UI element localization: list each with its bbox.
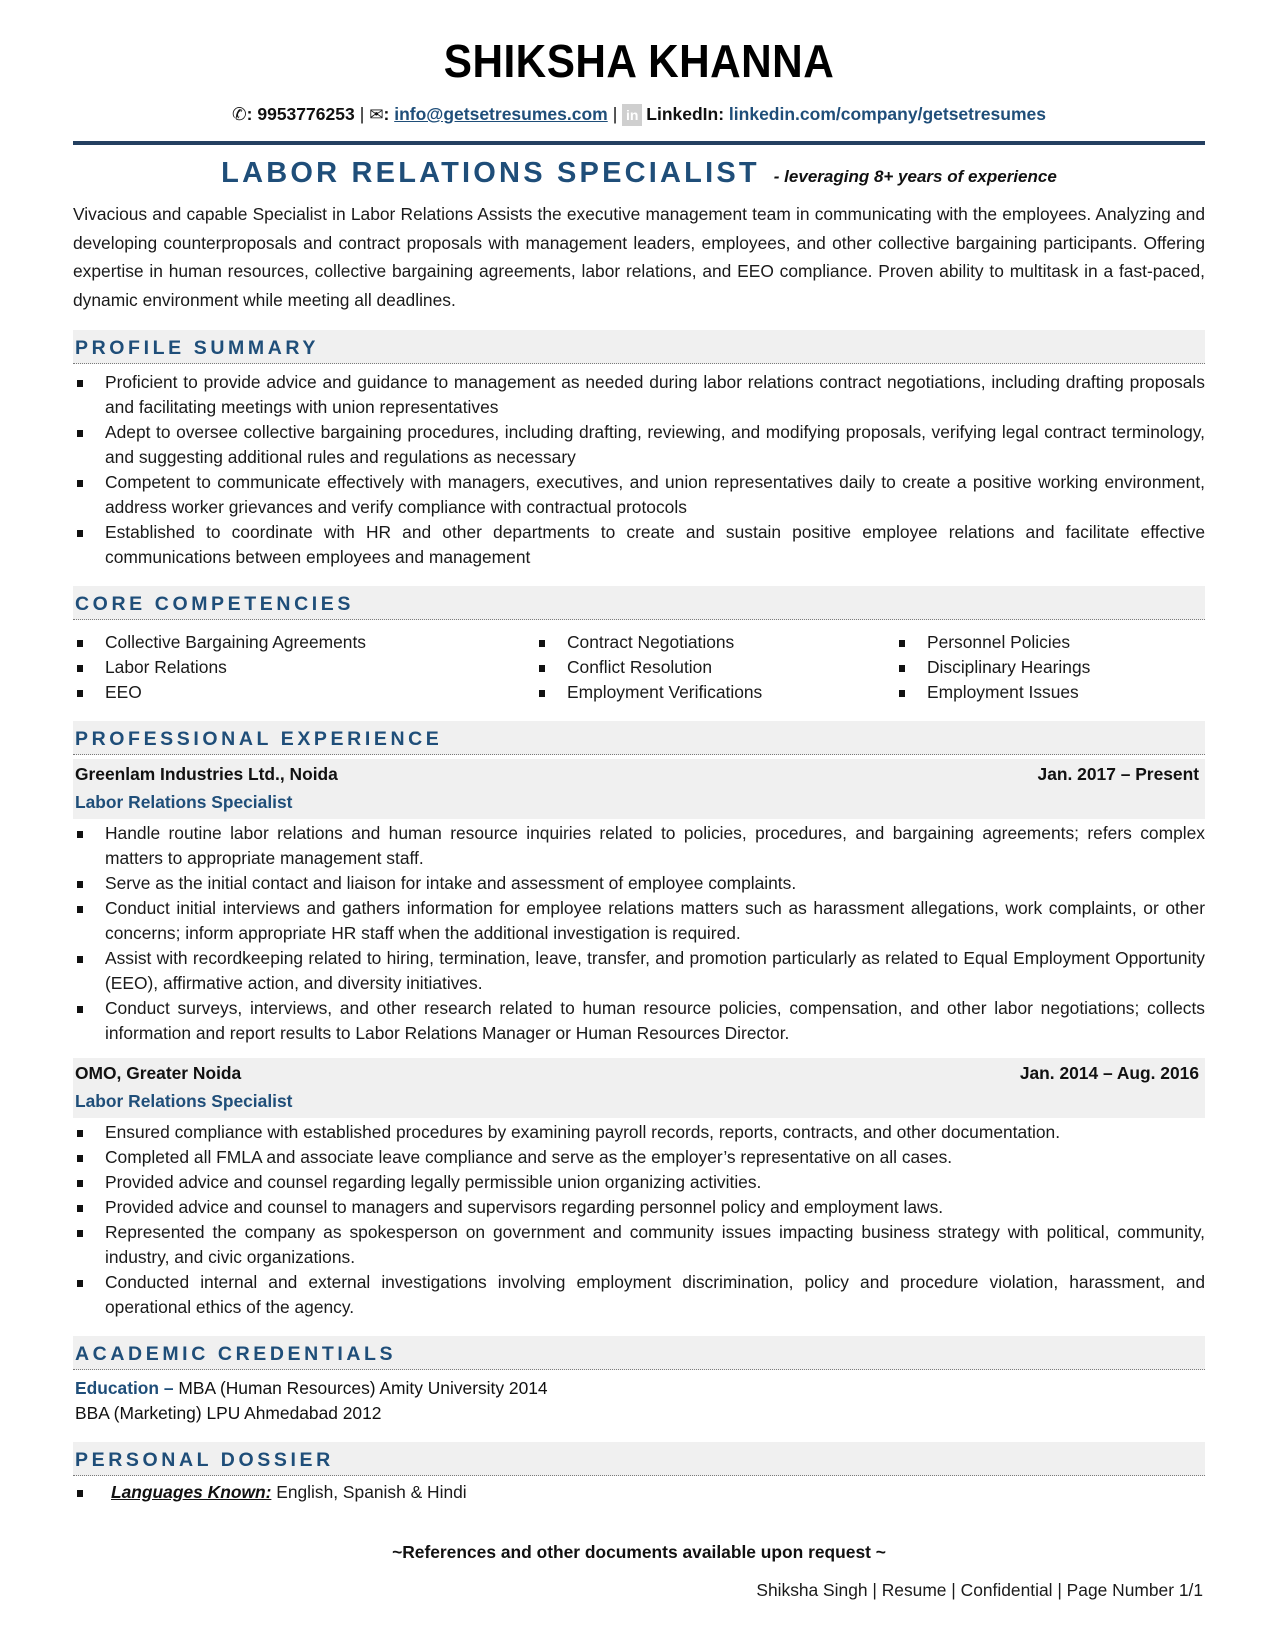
languages-value: English, Spanish & Hindi (271, 1482, 467, 1502)
personal-dossier-list (73, 1480, 1205, 1505)
competency-item (895, 680, 1205, 705)
list-item-text: Competent to communicate effectively with managers, executives, and union representatives daily to create a positive working environment, address worker grievances and verify compliance with contractual protocols (105, 472, 1205, 517)
education-mba: MBA (Human Resources) Amity University 2014 (173, 1378, 548, 1398)
list-item-text: Serve as the initial contact and liaison for intake and assessment of employee complaints. (105, 873, 797, 893)
separator: | (359, 104, 365, 124)
bullet-icon (77, 380, 83, 387)
competency-item (73, 680, 535, 705)
list-item (73, 1145, 1205, 1170)
bullet-icon (77, 480, 83, 487)
list-item (73, 1220, 1205, 1270)
envelope-icon: ✉ (369, 105, 384, 124)
list-item-text: Proficient to provide advice and guidance to management as needed during labor relations contract negotiations, including drafting proposals and facilitating meetings with union representatives (105, 372, 1205, 417)
section-heading-personal-dossier: PERSONAL DOSSIER (73, 1442, 1205, 1476)
separator: | (612, 104, 618, 124)
bullet-icon (77, 665, 83, 672)
list-item (73, 871, 1205, 896)
competency-text: Employment Issues (927, 682, 1079, 702)
job-role: Labor Relations Specialist (75, 792, 293, 812)
bullet-icon (539, 640, 545, 647)
list-item (73, 370, 1205, 420)
bullet-icon (77, 1205, 83, 1212)
bullet-icon (539, 665, 545, 672)
bullet-icon (77, 640, 83, 647)
headline (73, 155, 1205, 196)
list-item (73, 1170, 1205, 1195)
contact-line (73, 102, 1205, 127)
bullet-icon (77, 1006, 83, 1013)
list-item-text: Adept to oversee collective bargaining procedures, including drafting, reviewing, and modifying proposals, verifying legal contract terminology, and suggesting additional rules and regulations as necessary (105, 422, 1205, 467)
section-heading-academic-credentials: ACADEMIC CREDENTIALS (73, 1336, 1205, 1370)
job-company-row (75, 761, 1203, 787)
page-footer: Shiksha Singh | Resume | Confidential | Page Number 1/1 (756, 1580, 1203, 1600)
competency-text: Disciplinary Hearings (927, 657, 1091, 677)
bullet-icon (77, 1180, 83, 1187)
competency-item (535, 680, 895, 705)
job-role: Labor Relations Specialist (75, 1091, 293, 1111)
list-item-text: Conducted internal and external investigations involving employment discrimination, policy and procedure violation, harassment, and operational ethics of the agency. (105, 1272, 1205, 1317)
bullet-icon (77, 1155, 83, 1162)
header-divider (73, 141, 1205, 145)
bullet-icon (77, 530, 83, 537)
competency-text: Employment Verifications (567, 682, 763, 702)
job-responsibilities (73, 821, 1205, 1046)
bullet-icon (899, 665, 905, 672)
email-prefix: : (383, 104, 390, 124)
job-responsibilities (73, 1120, 1205, 1320)
list-item-text: Provided advice and counsel regarding legally permissible union organizing activities. (105, 1172, 762, 1192)
list-item (73, 470, 1205, 520)
list-item (73, 420, 1205, 470)
list-item-text: Handle routine labor relations and human resource inquiries related to policies, procedures, and bargaining agreements; refers complex matters to appropriate management staff. (105, 823, 1205, 868)
section-heading-professional-experience: PROFESSIONAL EXPERIENCE (73, 721, 1205, 755)
competency-item (73, 630, 535, 655)
list-item (73, 1270, 1205, 1320)
competency-text: Contract Negotiations (567, 632, 735, 652)
bullet-icon (77, 906, 83, 913)
list-item-text: Assist with recordkeeping related to hiring, termination, leave, transfer, and promotion particularly as related to Equal Employment Opportunity (EEO), affirmative action, and diversity initiatives. (105, 948, 1205, 993)
bullet-icon (77, 881, 83, 888)
bullet-icon (77, 831, 83, 838)
competency-item (535, 630, 895, 655)
list-item (73, 896, 1205, 946)
competency-text: Collective Bargaining Agreements (105, 632, 367, 652)
bullet-icon (77, 1130, 83, 1137)
competency-text: EEO (105, 682, 142, 702)
profile-summary-list (73, 370, 1205, 570)
list-item (73, 996, 1205, 1046)
resume-page (73, 0, 1205, 1603)
section-heading-profile-summary: PROFILE SUMMARY (73, 330, 1205, 364)
company-name: OMO, Greater Noida (75, 1063, 242, 1083)
competency-text: Labor Relations (105, 657, 227, 677)
linkedin-label: LinkedIn: (646, 104, 725, 124)
section-heading-core-competencies: CORE COMPETENCIES (73, 586, 1205, 620)
job-dates: Jan. 2017 – Present (1037, 764, 1199, 784)
company-name: Greenlam Industries Ltd., Noida (75, 764, 338, 784)
list-item-text: Provided advice and counsel to managers and supervisors regarding personnel policy and employment laws. (105, 1197, 944, 1217)
education-line-1 (75, 1376, 1205, 1401)
job-header (73, 1058, 1205, 1118)
competency-item (895, 655, 1205, 680)
email-link[interactable]: info@getsetresumes.com (394, 104, 608, 124)
list-item (73, 520, 1205, 570)
list-item-text: Conduct initial interviews and gathers information for employee relations matters such as harassment allegations, work complaints, or other concerns; inform appropriate HR staff when the additional investigation is required. (105, 898, 1205, 943)
bullet-icon (77, 690, 83, 697)
education-block (73, 1376, 1205, 1426)
phone-icon: ✆ (232, 104, 247, 124)
competencies-grid (73, 630, 1205, 705)
bullet-icon (899, 640, 905, 647)
list-item-text: Established to coordinate with HR and other departments to create and sustain positive employee relations and facilitate effective communications between employees and management (105, 522, 1205, 567)
bullet-icon (77, 1280, 83, 1287)
education-label: Education – (75, 1378, 174, 1398)
education-line-2: BBA (Marketing) LPU Ahmedabad 2012 (75, 1403, 382, 1423)
competency-item (73, 655, 535, 680)
job-header (73, 759, 1205, 819)
experience-tagline: - leveraging 8+ years of experience (773, 167, 1057, 186)
linkedin-icon: in (622, 104, 642, 126)
languages-label: Languages Known: (111, 1482, 272, 1502)
list-item-text: Completed all FMLA and associate leave compliance and serve as the employer’s representative on all cases. (105, 1147, 953, 1167)
competency-text: Personnel Policies (927, 632, 1071, 652)
list-item (73, 1120, 1205, 1145)
job-title: LABOR RELATIONS SPECIALIST (221, 157, 760, 189)
bullet-icon (77, 1490, 83, 1497)
job-dates: Jan. 2014 – Aug. 2016 (1019, 1063, 1199, 1083)
candidate-name: SHIKSHA KHANNA (443, 35, 835, 87)
bullet-icon (539, 690, 545, 697)
competency-text: Conflict Resolution (567, 657, 712, 677)
job-company-row (75, 1060, 1203, 1086)
competency-item (895, 630, 1205, 655)
summary-paragraph: Vivacious and capable Specialist in Labor Relations Assists the executive management team in communicating with the employees. Analyzing and developing counterproposals and contract proposals with management leaders, employees, and other collective bargaining participants. Offering expertise in human resources, collective bargaining agreements, labor relations, and EEO compliance. Proven ability to multitask in a fast-paced, dynamic environment while meeting all deadlines. (73, 204, 1205, 310)
list-item-text: Represented the company as spokesperson on government and community issues impacting business strategy with political, community, industry, and civic organizations. (105, 1222, 1205, 1267)
bullet-icon (77, 1230, 83, 1237)
bullet-icon (77, 956, 83, 963)
phone-number: : 9953776253 (246, 104, 355, 124)
linkedin-link[interactable]: linkedin.com/company/getsetresumes (728, 104, 1046, 124)
list-item (73, 1195, 1205, 1220)
list-item-text: Ensured compliance with established procedures by examining payroll records, reports, contracts, and other documentation. (105, 1122, 1061, 1142)
list-item (73, 1480, 1205, 1505)
references-note: ~References and other documents available upon request ~ (392, 1542, 886, 1562)
list-item (73, 946, 1205, 996)
bullet-icon (899, 690, 905, 697)
bullet-icon (77, 430, 83, 437)
competency-item (535, 655, 895, 680)
list-item-text: Conduct surveys, interviews, and other research related to human resource policies, compensation, and other labor negotiations; collects information and report results to Labor Relations Manager or Human Resources Director. (105, 998, 1205, 1043)
list-item (73, 821, 1205, 871)
